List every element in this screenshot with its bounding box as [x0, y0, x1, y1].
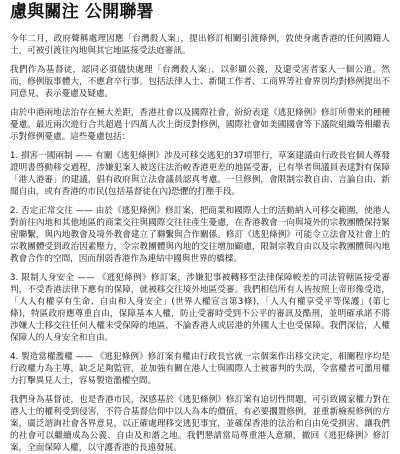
- closing-paragraph: 我們身為基督徒，也是香港市民，深感基於《逃犯條例》修訂案有迫切性問題，可引致國家權力對在港人士的權利受到侵害，不符合基督信仰中以人為本的價值，有必要擱置修例，並重新檢視修例的方案，廣泛諮詢社會各界意見，以正確處理移交逃犯事宜，並確保香港的法治和自由免受損害，讓我們的社會可以繼續成為公義、自由及和諧之地。我們懇請當局尊重港人意願，撤回《逃犯條例》修訂案，全面保障人權，以守護香港的長遠發展。: [10, 395, 390, 453]
- concern-4-paragraph: 4. 製造當權濫權 —— 《逃犯條例》修訂案有權由行政長官就一宗個案作出移交決定，相關程序均是行政權力為主導，缺乏足夠監管，並加強有關在港人士與國際人士被審判的失誤，令當權者可濫用權力打擊異見人士，容易製造濫權空間。: [10, 352, 390, 386]
- intro-paragraph: 今年二月，政府聲稱處理因應「台灣殺人案」，提出修訂相關引渡條例，敦使身處香港的任何國籍人士，可被引渡往內地與其它地區接受法庭審訊。: [10, 34, 390, 56]
- document-page: [0, 2, 400, 453]
- concern-1-paragraph: 1. 損害一國兩制 —— 有關《逃犯條例》涉及可移交逃犯的37項罪行，草案建議由行政長官個人尊發證明書啓動移交過程，涉嫌犯案人被送往法治較香港更差的地區受審，已有學者與議員表達對有保障「港人港審」的建議，倡有政府與立法會議員認真考慮。一旦修例，會限制宗教自由、言論自由、新聞自由，或有香港的市民(包括基督徒在內)恐懼的打壓手段。: [10, 151, 390, 197]
- document-title: 慮與關注 公開聯署: [10, 2, 154, 22]
- concerns-intro-paragraph: 由於中港兩地法治存在極大差距，香港社會以及國際社會，紛紛表達《逃犯條例》修訂所帶來的種種憂慮。最近兩次遊行合共超過十四萬人次上街反對修例，國際社會如美國國會等下議院組織等相繼表示對修例憂慮。這些憂慮包括：: [10, 108, 390, 142]
- concern-3-paragraph: 3. 限制人身安全 —— 《逃犯條例》修訂案，涉嫌犯事被轉移至法律保障較差的司法管轄區接受審判，不受香港法律下應有的保障，就被移交往境外地區受審。我們相信所有人皆按照上帝形像受造，「人人有權享有生命、自由和人身安全」(世界人權宣言第3條)，「人人有權享受平等保護」(第七條)，特區政府應尊重自由，保障基本人權，防止受審時受到不公平的審訊及酷刑，並明確承諾不將涉嫌人士移交往任何人權未受保障的地區，不論香港人或居港的外國人士也受保障。我們深信，人權保障人的人身安全和自由。: [10, 273, 390, 343]
- christian-stance-paragraph: 我們作為基督徒，認同必須儘快處理「台灣殺人案」，以彰顯公義，及還受害者家人一個公道。然而，修例版事體大，不應倉卒行事。包括法律人士、新聞工作者、工商界等社會界別均對修例提出不同意見，表示憂慮及疑慮。: [10, 65, 390, 99]
- concern-2-paragraph: 2. 否定正常交往 —— 由於《逃犯條例》修訂案，把商業和國際人士的活動納入可移交範圍，使港人對前往內地和其他地區的商業交往與國際交往往產生憂慮，在香港教會一向與境外的宗教團體保持緊密聯繫，與內地教會及境外教會建立了聯繫與合作關係。修訂《逃犯條例》可能令立法會及社會上的宗教團體受到政治因素壓力，令宗教團體與內地的交往增加顧慮，限制宗教自由以及宗教團體與內地教會合作的空間，因而削弱香港作為連結中國與世界的橋樑。: [10, 206, 390, 264]
